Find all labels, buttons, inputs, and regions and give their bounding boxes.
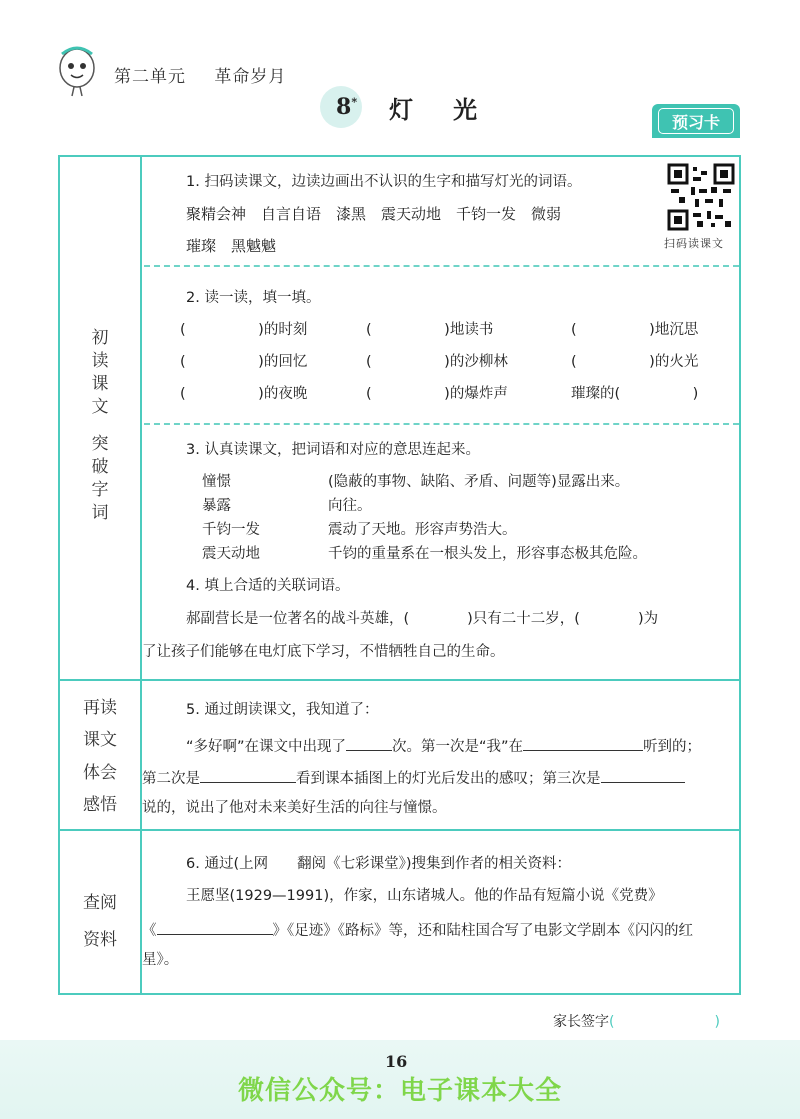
- q6-line: 王愿坚(1929—1991)，作家，山东诸城人。他的作品有短篇小说《党费》: [186, 888, 663, 904]
- mascot-icon: [52, 42, 102, 98]
- q2-prompt: 2. 读一读，填一填。: [186, 290, 321, 306]
- qr-code-icon[interactable]: [667, 163, 735, 231]
- q2-item[interactable]: ( )地沉思: [571, 322, 699, 338]
- unit-label: 第二单元: [114, 67, 186, 87]
- q4-prompt: 4. 填上合适的关联词语。: [186, 578, 350, 594]
- unit-header: [114, 62, 308, 87]
- q4-line: 郝副营长是一位著名的战斗英雄，( )只有二十二岁，( )为: [186, 611, 659, 627]
- divider: [144, 265, 739, 267]
- q6-blank[interactable]: [157, 921, 273, 935]
- q5-blank[interactable]: [346, 737, 392, 751]
- worksheet-frame: [58, 155, 741, 995]
- page-number: 16: [385, 1052, 408, 1071]
- q1-prompt: 1. 扫码读课文，边读边画出不认识的生字和描写灯光的词语。: [186, 174, 582, 190]
- q5-blank[interactable]: [200, 769, 296, 783]
- q5-prompt: 5. 通过朗读课文，我知道了：: [186, 702, 379, 718]
- q5-blank[interactable]: [601, 769, 685, 783]
- divider: [60, 679, 739, 681]
- q2-item[interactable]: ( )地读书: [366, 322, 494, 338]
- q5-blank[interactable]: [523, 737, 643, 751]
- q2-item[interactable]: ( )的夜晚: [180, 386, 308, 402]
- section-label-first-read: 初 读 课 文 突 破 字 词: [91, 328, 109, 523]
- section-label-reread: 再读 课文 体会 感悟: [83, 698, 117, 815]
- q5-line: 说的，说出了他对未来美好生活的向往与憧憬。: [142, 800, 447, 816]
- divider: [144, 423, 739, 425]
- q3-meaning[interactable]: 向往。: [328, 498, 372, 514]
- section-label-research: 查阅 资料: [83, 893, 117, 951]
- q3-word[interactable]: 暴露: [202, 498, 231, 514]
- unit-theme: 革命岁月: [214, 67, 287, 87]
- parent-signature[interactable]: 家长签字( ): [553, 1014, 720, 1030]
- q5-line: 第二次是 看到课本插图上的灯光后发出的感叹；第三次是: [142, 769, 685, 787]
- q2-item[interactable]: ( )的沙柳林: [366, 354, 508, 370]
- q3-word[interactable]: 震天动地: [202, 546, 260, 562]
- q3-word[interactable]: 憧憬: [202, 474, 231, 490]
- preview-card-tag: 预习卡: [652, 104, 740, 138]
- watermark: 微信公众号：电子课本大全: [237, 1076, 562, 1106]
- q2-item[interactable]: ( )的爆炸声: [366, 386, 508, 402]
- q6-prompt: 6. 通过(上网 翻阅《七彩课堂》)搜集到作者的相关资料：: [186, 856, 572, 872]
- q3-word[interactable]: 千钧一发: [202, 522, 260, 538]
- q3-prompt: 3. 认真读课文，把词语和对应的意思连起来。: [186, 442, 480, 458]
- q1-words: 璀璨 黑魆魆: [186, 237, 277, 255]
- q1-words: 聚精会神 自言自语 漆黑 震天动地 千钧一发 微弱: [186, 205, 562, 223]
- q3-meaning[interactable]: 震动了天地。形容声势浩大。: [328, 522, 517, 538]
- q2-item[interactable]: ( )的火光: [571, 354, 699, 370]
- q5-line: “多好啊”在课文中出现了 次。第一次是“我”在 听到的；: [186, 739, 702, 755]
- lesson-name: 灯光: [389, 95, 518, 124]
- qr-caption: 扫码读课文: [664, 237, 724, 250]
- q6-line: 星》。: [142, 952, 179, 968]
- q3-meaning[interactable]: 千钧的重量系在一根头发上，形容事态极其危险。: [328, 546, 647, 562]
- lesson-number: 8*: [336, 94, 358, 120]
- q2-item[interactable]: 璀璨的( ): [571, 386, 699, 402]
- q6-line: 《 》《足迹》《路标》等，还和陆柱国合写了电影文学剧本《闪闪的红: [142, 923, 693, 939]
- lesson-title: [320, 84, 518, 130]
- q3-meaning[interactable]: (隐蔽的事物、缺陷、矛盾、问题等)显露出来。: [328, 474, 630, 490]
- q4-line: 了让孩子们能够在电灯底下学习，不惜牺牲自己的生命。: [142, 644, 505, 660]
- divider: [60, 829, 739, 831]
- q2-item[interactable]: ( )的回忆: [180, 354, 308, 370]
- q2-item[interactable]: ( )的时刻: [180, 322, 308, 338]
- section-label-column: [60, 157, 142, 993]
